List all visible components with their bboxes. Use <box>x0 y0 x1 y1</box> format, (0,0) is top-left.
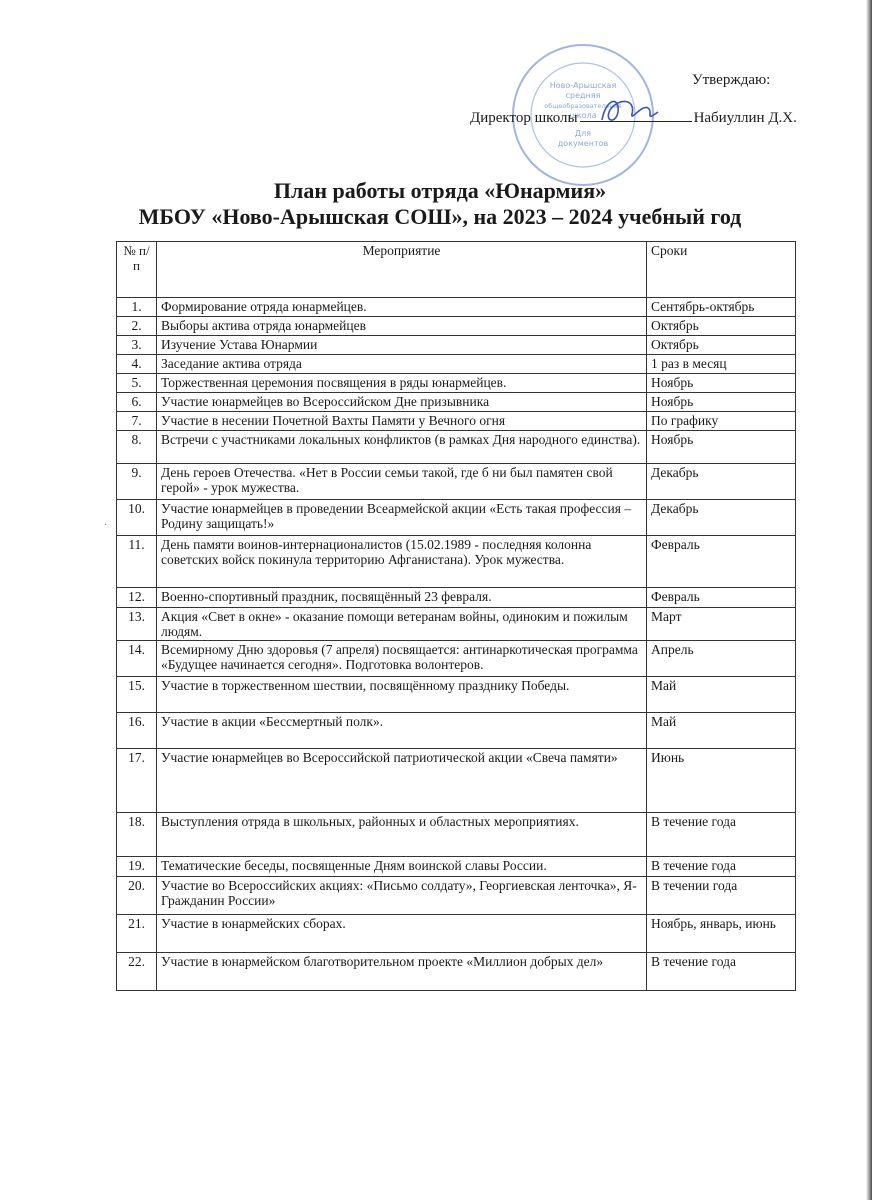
row-dates: В течение года <box>647 813 796 857</box>
row-dates: В течение года <box>647 953 796 991</box>
row-dates: В течение года <box>647 857 796 877</box>
row-num: 3. <box>117 336 157 355</box>
row-num: 13. <box>117 608 157 641</box>
row-num: 12. <box>117 588 157 608</box>
table-row <box>117 588 796 608</box>
row-event: Встречи с участниками локальных конфликтов (в рамках Дня народного единства). <box>157 431 647 464</box>
row-event: Тематические беседы, посвященные Дням воинской славы России. <box>157 857 647 877</box>
director-prefix: Директор школы <box>470 110 578 126</box>
signature-line <box>580 107 692 122</box>
row-dates: Ноябрь <box>647 393 796 412</box>
row-num: 9. <box>117 464 157 500</box>
table-row <box>117 374 796 393</box>
table-row <box>117 641 796 677</box>
row-num: 20. <box>117 877 157 915</box>
row-dates: Декабрь <box>647 464 796 500</box>
table-row <box>117 877 796 915</box>
row-dates: Декабрь <box>647 500 796 536</box>
row-event: Военно-спортивный праздник, посвящённый 23 февраля. <box>157 588 647 608</box>
row-num: 8. <box>117 431 157 464</box>
table-row <box>117 677 796 713</box>
director-name: Набиуллин Д.Х. <box>693 110 797 126</box>
scan-mark: · <box>104 520 108 531</box>
table-row <box>117 464 796 500</box>
document-title <box>100 178 780 230</box>
row-event: День героев Отечества. «Нет в России семьи такой, где б ни был памятен свой герой» - урок мужества. <box>157 464 647 500</box>
row-event: Акция «Свет в окне» - оказание помощи ветеранам войны, одиноким и пожилым людям. <box>157 608 647 641</box>
row-dates: Ноябрь, январь, июнь <box>647 915 796 953</box>
row-event: Выступления отряда в школьных, районных и областных мероприятиях. <box>157 813 647 857</box>
table-row <box>117 336 796 355</box>
title-line-2: МБОУ «Ново-Арышская СОШ», на 2023 – 2024 учебный год <box>138 204 742 229</box>
row-event: Участие в юнармейском благотворительном проекте «Миллион добрых дел» <box>157 953 647 991</box>
table-row <box>117 412 796 431</box>
table-row <box>117 857 796 877</box>
header-dates: Сроки <box>647 242 796 298</box>
row-dates: Май <box>647 677 796 713</box>
row-dates: 1 раз в месяц <box>647 355 796 374</box>
row-event: Торжественная церемония посвящения в ряды юнармейцев. <box>157 374 647 393</box>
stamp-text: Для <box>574 129 592 138</box>
plan-table <box>116 241 796 991</box>
table-row <box>117 608 796 641</box>
director-line <box>470 107 800 127</box>
table-row <box>117 915 796 953</box>
table-row <box>117 713 796 749</box>
row-dates: Ноябрь <box>647 431 796 464</box>
row-event: Участие в юнармейских сборах. <box>157 915 647 953</box>
row-dates: По графику <box>647 412 796 431</box>
row-event: День памяти воинов-интернационалистов (15.02.1989 - последняя колонна советских войск покинула территорию Афганистана). Урок мужества. <box>157 536 647 588</box>
row-dates: Февраль <box>647 536 796 588</box>
row-dates: Октябрь <box>647 317 796 336</box>
row-num: 21. <box>117 915 157 953</box>
row-event: Всемирному Дню здоровья (7 апреля) посвящается: антинаркотическая программа «Будущее начинается сегодня». Подготовка волонтеров. <box>157 641 647 677</box>
row-dates: В течении года <box>647 877 796 915</box>
table-row <box>117 431 796 464</box>
row-num: 16. <box>117 713 157 749</box>
row-event: Участие юнармейцев во Всероссийской патриотической акции «Свеча памяти» <box>157 749 647 813</box>
row-num: 10. <box>117 500 157 536</box>
row-event: Выборы актива отряда юнармейцев <box>157 317 647 336</box>
row-event: Изучение Устава Юнармии <box>157 336 647 355</box>
table-row <box>117 813 796 857</box>
row-num: 4. <box>117 355 157 374</box>
table-row <box>117 317 796 336</box>
table-row <box>117 953 796 991</box>
row-event: Заседание актива отряда <box>157 355 647 374</box>
row-num: 5. <box>117 374 157 393</box>
scan-edge-shadow <box>866 0 872 1200</box>
row-num: 7. <box>117 412 157 431</box>
row-num: 22. <box>117 953 157 991</box>
row-num: 6. <box>117 393 157 412</box>
header-num: № п/п <box>117 242 157 298</box>
title-line-1: План работы отряда «Юнармия» <box>273 178 607 203</box>
row-num: 19. <box>117 857 157 877</box>
row-event: Участие в несении Почетной Вахты Памяти у Вечного огня <box>157 412 647 431</box>
table-row <box>117 500 796 536</box>
row-num: 14. <box>117 641 157 677</box>
row-dates: Ноябрь <box>647 374 796 393</box>
row-num: 15. <box>117 677 157 713</box>
table-row <box>117 393 796 412</box>
row-event: Участие во Всероссийских акциях: «Письмо солдату», Георгиевская ленточка», Я-Гражданин России» <box>157 877 647 915</box>
stamp-text: школа <box>569 111 597 120</box>
stamp-text: документов <box>557 139 609 148</box>
row-event: Участие юнармейцев во Всероссийском Дне призывника <box>157 393 647 412</box>
stamp-text: Ново-Арышская <box>549 81 617 90</box>
table-row <box>117 298 796 317</box>
stamp-text: общеобразовательная <box>544 102 622 110</box>
row-dates: Июнь <box>647 749 796 813</box>
row-event: Участие в акции «Бессмертный полк». <box>157 713 647 749</box>
table-row <box>117 536 796 588</box>
row-num: 18. <box>117 813 157 857</box>
table-row <box>117 749 796 813</box>
row-num: 17. <box>117 749 157 813</box>
row-event: Участие в торжественном шествии, посвящённому празднику Победы. <box>157 677 647 713</box>
approval-label: Утверждаю: <box>692 72 771 88</box>
row-dates: Апрель <box>647 641 796 677</box>
row-dates: Октябрь <box>647 336 796 355</box>
header-event: Мероприятие <box>157 242 647 298</box>
row-event: Участие юнармейцев в проведении Всеармейской акции «Есть такая профессия –Родину защищать!» <box>157 500 647 536</box>
row-num: 11. <box>117 536 157 588</box>
row-dates: Февраль <box>647 588 796 608</box>
row-num: 1. <box>117 298 157 317</box>
stamp-text: средняя <box>565 91 601 100</box>
row-dates: Сентябрь-октябрь <box>647 298 796 317</box>
row-event: Формирование отряда юнармейцев. <box>157 298 647 317</box>
row-dates: Март <box>647 608 796 641</box>
row-num: 2. <box>117 317 157 336</box>
row-dates: Май <box>647 713 796 749</box>
table-header-row <box>117 242 796 298</box>
table-row <box>117 355 796 374</box>
